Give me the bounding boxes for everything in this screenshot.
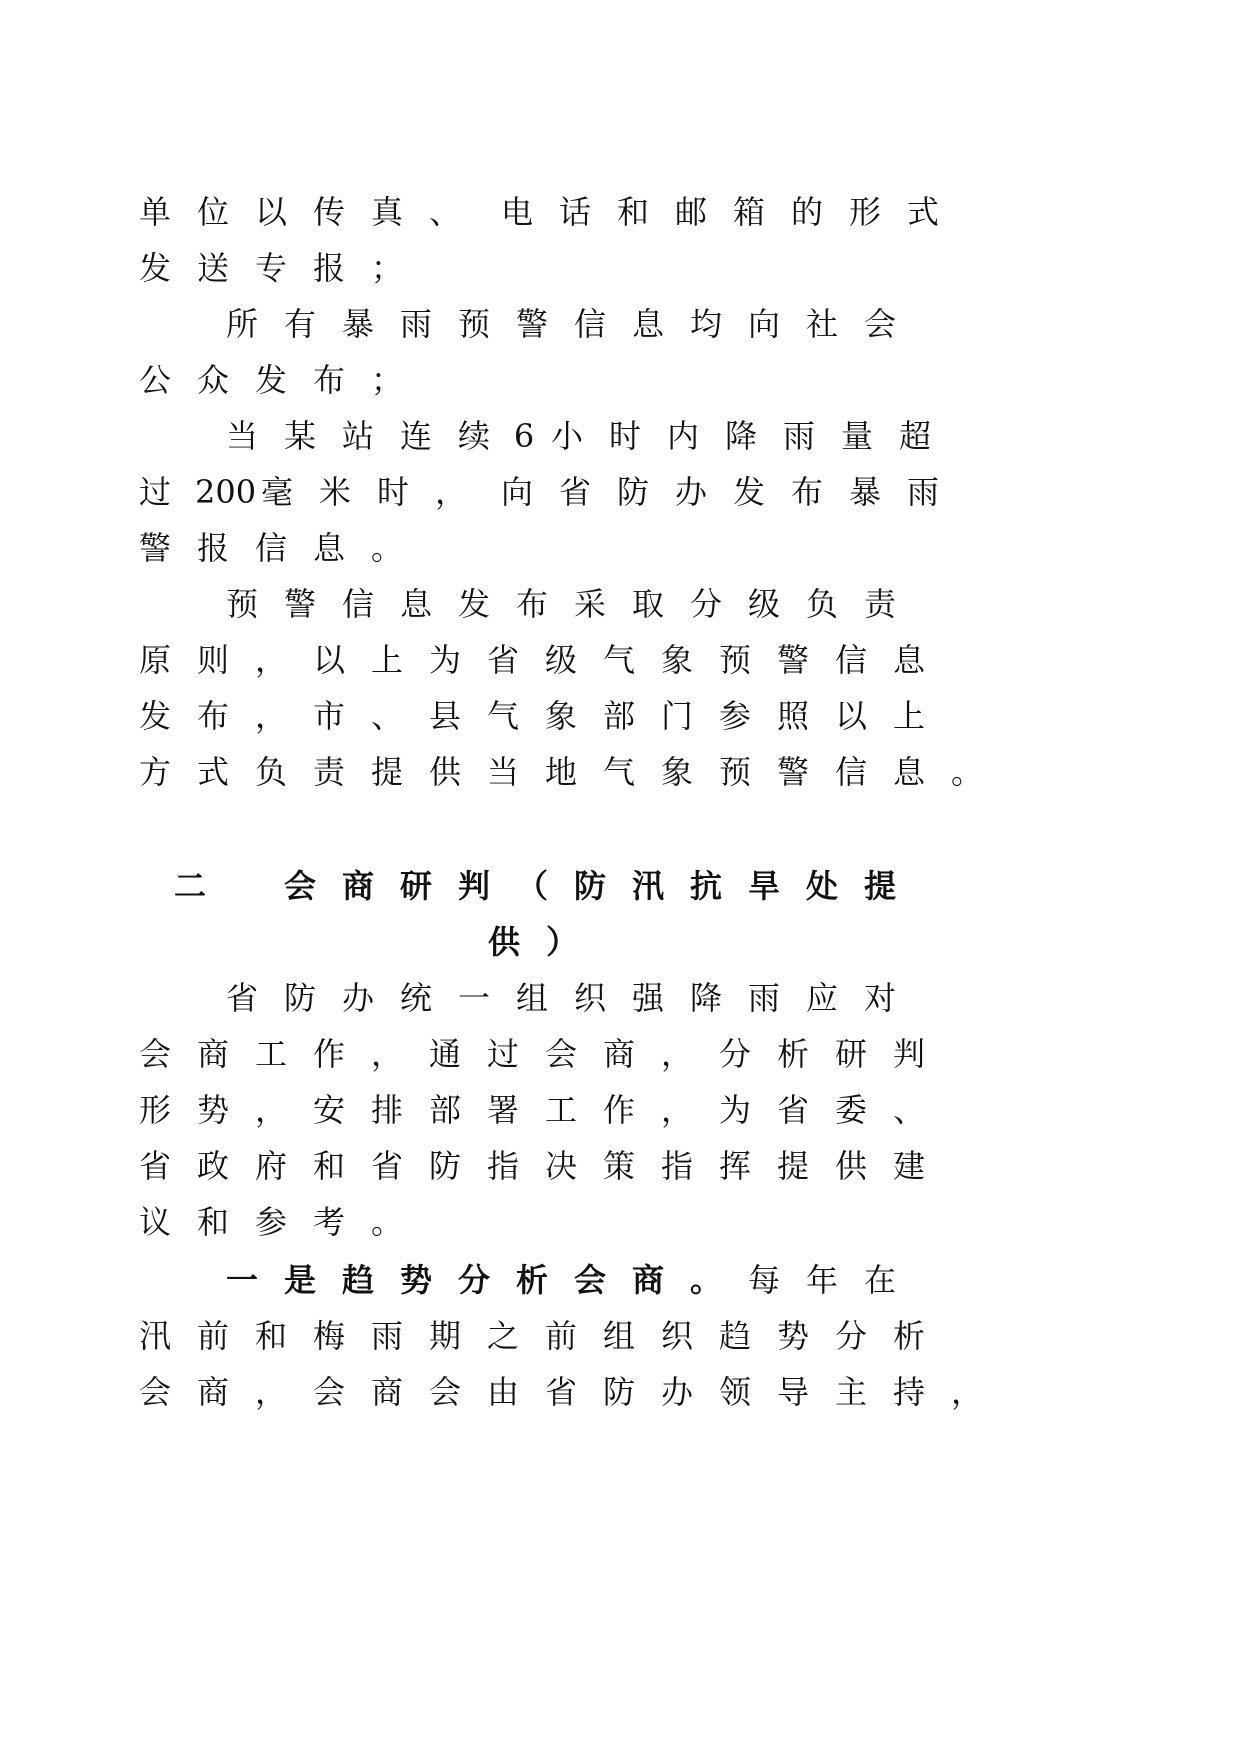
paragraph-4-line-4 — [0, 750, 1240, 810]
p4-l4-c7: 当 — [486, 753, 519, 791]
p5-l2-c3: 工 — [254, 1035, 287, 1073]
p1-l1-c2: 位 — [196, 193, 229, 231]
p3-l1-c12: 量 — [840, 417, 873, 455]
h2-l2-c2: ） — [545, 923, 578, 961]
p5-l5-c3: 参 — [254, 1203, 287, 1241]
p5-l2-c4: 作 — [312, 1035, 345, 1073]
p5-l5-c1: 议 — [138, 1203, 171, 1241]
p2-l1-c3: 暴 — [341, 305, 374, 343]
paragraph-3-line-3 — [0, 526, 1240, 586]
p6-l3-c13: 主 — [834, 1373, 867, 1411]
p6-l2-c5: 雨 — [370, 1317, 403, 1355]
p6-l1-c1: 一 — [225, 1261, 258, 1299]
p5-l3-c5: 排 — [370, 1091, 403, 1129]
p6-l3-c15: ， — [950, 1373, 983, 1411]
p4-l1-c1: 预 — [225, 585, 258, 623]
p2-l1-c4: 雨 — [399, 305, 432, 343]
p6-l1-c5: 分 — [457, 1261, 490, 1299]
p4-l4-c11: 预 — [718, 753, 751, 791]
h2-l1-c9: 抗 — [689, 867, 722, 905]
paragraph-4-line-2 — [0, 638, 1240, 698]
p3-l3-c3: 信 — [254, 529, 287, 567]
p5-l2-c10: ， — [660, 1035, 693, 1073]
p5-l2-c2: 商 — [196, 1035, 229, 1073]
p5-l1-c12: 对 — [863, 979, 896, 1017]
p4-l1-c7: 采 — [573, 585, 606, 623]
p2-l1-c12: 会 — [863, 305, 896, 343]
p2-l1-c7: 信 — [573, 305, 606, 343]
p5-l4-c12: 提 — [776, 1147, 809, 1185]
p3-l2-c11: 发 — [732, 473, 765, 511]
h2-l1-c6: （ — [515, 867, 548, 905]
p5-l2-c7: 过 — [486, 1035, 519, 1073]
p4-l1-c5: 发 — [457, 585, 490, 623]
p4-l3-c11: 参 — [718, 697, 751, 735]
p5-l3-c4: 安 — [312, 1091, 345, 1129]
p5-l5-c5: 。 — [370, 1203, 403, 1241]
p4-l2-c7: 省 — [486, 641, 519, 679]
p5-l4-c1: 省 — [138, 1147, 171, 1185]
p4-l1-c8: 取 — [631, 585, 664, 623]
p2-l2-c5: ； — [370, 361, 403, 399]
paragraph-1-line-1 — [0, 190, 1240, 250]
p4-l4-c12: 警 — [776, 753, 809, 791]
p4-l3-c4: 市 — [312, 697, 345, 735]
h2-l2-c1: 供 — [487, 923, 520, 961]
p4-l2-c10: 象 — [660, 641, 693, 679]
p3-l2-c3: 毫 — [260, 473, 293, 511]
p4-l2-c6: 为 — [428, 641, 461, 679]
p6-l3-c11: 领 — [718, 1373, 751, 1411]
p5-l4-c13: 供 — [834, 1147, 867, 1185]
p3-l2-c2: 200 — [195, 473, 257, 511]
p5-l5-c4: 考 — [312, 1203, 345, 1241]
p5-l2-c9: 商 — [602, 1035, 635, 1073]
p4-l2-c11: 预 — [718, 641, 751, 679]
p2-l2-c3: 发 — [254, 361, 287, 399]
p6-l3-c6: 会 — [428, 1373, 461, 1411]
section-heading-line-1 — [0, 864, 1240, 924]
p4-l3-c6: 县 — [428, 697, 461, 735]
paragraph-4-line-3 — [0, 694, 1240, 754]
p1-l1-c13: 形 — [848, 193, 881, 231]
paragraph-5-line-5 — [0, 1200, 1240, 1260]
p5-l3-c3: ， — [254, 1091, 287, 1129]
p3-l3-c5: 。 — [370, 529, 403, 567]
p5-l1-c8: 强 — [631, 979, 664, 1017]
p1-l1-c4: 传 — [312, 193, 345, 231]
p4-l3-c12: 照 — [776, 697, 809, 735]
p1-l1-c6: 、 — [428, 193, 461, 231]
paragraph-3-line-1 — [0, 414, 1240, 474]
h2-l1-c5: 判 — [457, 867, 490, 905]
p3-l1-c5: 续 — [457, 417, 490, 455]
p3-l2-c4: 米 — [318, 473, 351, 511]
p6-l3-c9: 防 — [602, 1373, 635, 1411]
p5-l1-c11: 应 — [805, 979, 838, 1017]
p5-l1-c3: 办 — [341, 979, 374, 1017]
p3-l1-c3: 站 — [341, 417, 374, 455]
p5-l1-c4: 统 — [399, 979, 432, 1017]
p6-l3-c14: 持 — [892, 1373, 925, 1411]
p5-l4-c3: 府 — [254, 1147, 287, 1185]
p4-l1-c6: 布 — [515, 585, 548, 623]
p5-l2-c5: ， — [370, 1035, 403, 1073]
p4-l3-c1: 发 — [138, 697, 171, 735]
h2-l1-c1: 二 — [173, 867, 206, 905]
p2-l1-c8: 息 — [631, 305, 664, 343]
p6-l3-c3: ， — [254, 1373, 287, 1411]
paragraph-6-line-2 — [0, 1314, 1240, 1374]
p5-l4-c14: 建 — [892, 1147, 925, 1185]
p4-l4-c2: 式 — [196, 753, 229, 791]
p5-l2-c8: 会 — [544, 1035, 577, 1073]
p6-l2-c4: 梅 — [312, 1317, 345, 1355]
p1-l1-c11: 箱 — [732, 193, 765, 231]
p6-l1-c6: 析 — [515, 1261, 548, 1299]
p5-l3-c11: 为 — [718, 1091, 751, 1129]
p6-l3-c4: 会 — [312, 1373, 345, 1411]
p4-l1-c2: 警 — [283, 585, 316, 623]
p4-l4-c10: 象 — [660, 753, 693, 791]
p3-l1-c7: 小 — [550, 417, 583, 455]
paragraph-6-line-1 — [0, 1258, 1240, 1318]
p6-l2-c12: 势 — [776, 1317, 809, 1355]
p5-l3-c9: 作 — [602, 1091, 635, 1129]
p4-l2-c4: 以 — [312, 641, 345, 679]
p5-l1-c2: 防 — [283, 979, 316, 1017]
p2-l1-c1: 所 — [225, 305, 258, 343]
p6-l1-c8: 商 — [631, 1261, 664, 1299]
p1-l2-c1: 发 — [138, 249, 171, 287]
p1-l1-c12: 的 — [790, 193, 823, 231]
p5-l1-c9: 降 — [689, 979, 722, 1017]
p6-l2-c9: 组 — [602, 1317, 635, 1355]
p6-l1-c4: 势 — [399, 1261, 432, 1299]
p6-l1-c12: 在 — [863, 1261, 896, 1299]
p6-l2-c10: 织 — [660, 1317, 693, 1355]
p4-l4-c6: 供 — [428, 753, 461, 791]
h2-l1-c12: 提 — [863, 867, 896, 905]
p3-l1-c6: 6 — [513, 417, 535, 455]
p5-l4-c6: 防 — [428, 1147, 461, 1185]
p5-l3-c7: 署 — [486, 1091, 519, 1129]
paragraph-5-line-2 — [0, 1032, 1240, 1092]
p5-l4-c11: 挥 — [718, 1147, 751, 1185]
p2-l1-c9: 均 — [689, 305, 722, 343]
p5-l2-c1: 会 — [138, 1035, 171, 1073]
p3-l1-c13: 超 — [898, 417, 931, 455]
p4-l3-c5: 、 — [370, 697, 403, 735]
p6-l1-c9: 。 — [689, 1261, 722, 1299]
p3-l2-c6: ， — [434, 473, 467, 511]
p3-l2-c8: 省 — [558, 473, 591, 511]
p6-l3-c8: 省 — [544, 1373, 577, 1411]
paragraph-1-line-2 — [0, 246, 1240, 306]
p5-l5-c2: 和 — [196, 1203, 229, 1241]
p5-l3-c6: 部 — [428, 1091, 461, 1129]
p5-l2-c13: 研 — [834, 1035, 867, 1073]
p5-l4-c10: 指 — [660, 1147, 693, 1185]
p3-l2-c9: 防 — [616, 473, 649, 511]
p6-l1-c7: 会 — [573, 1261, 606, 1299]
p4-l4-c5: 提 — [370, 753, 403, 791]
p5-l3-c14: 、 — [892, 1091, 925, 1129]
p4-l2-c8: 级 — [544, 641, 577, 679]
p5-l1-c7: 织 — [573, 979, 606, 1017]
p3-l2-c13: 暴 — [848, 473, 881, 511]
p4-l2-c9: 气 — [602, 641, 635, 679]
paragraph-2-line-1 — [0, 302, 1240, 362]
p1-l2-c2: 送 — [196, 249, 229, 287]
p3-l1-c1: 当 — [225, 417, 258, 455]
paragraph-3-line-2 — [0, 470, 1240, 530]
p5-l4-c7: 指 — [486, 1147, 519, 1185]
h2-l1-c4: 研 — [399, 867, 432, 905]
p3-l2-c5: 时 — [376, 473, 409, 511]
p3-l2-c7: 向 — [500, 473, 533, 511]
paragraph-2-line-2 — [0, 358, 1240, 418]
p6-l2-c2: 前 — [196, 1317, 229, 1355]
h2-l1-c2: 会 — [283, 867, 316, 905]
p5-l3-c12: 省 — [776, 1091, 809, 1129]
p4-l1-c9: 分 — [689, 585, 722, 623]
p1-l1-c5: 真 — [370, 193, 403, 231]
p6-l1-c10: 每 — [747, 1261, 780, 1299]
p5-l2-c12: 析 — [776, 1035, 809, 1073]
p3-l2-c10: 办 — [674, 473, 707, 511]
p3-l1-c2: 某 — [283, 417, 316, 455]
paragraph-5-line-3 — [0, 1088, 1240, 1148]
p4-l3-c14: 上 — [892, 697, 925, 735]
p4-l2-c13: 信 — [834, 641, 867, 679]
p5-l4-c9: 策 — [602, 1147, 635, 1185]
p4-l2-c5: 上 — [370, 641, 403, 679]
p6-l2-c1: 汛 — [138, 1317, 171, 1355]
p4-l4-c9: 气 — [602, 753, 635, 791]
p4-l2-c1: 原 — [138, 641, 171, 679]
p4-l3-c2: 布 — [196, 697, 229, 735]
p2-l1-c11: 社 — [805, 305, 838, 343]
p6-l2-c7: 之 — [486, 1317, 519, 1355]
p4-l4-c14: 息 — [892, 753, 925, 791]
p6-l3-c12: 导 — [776, 1373, 809, 1411]
p1-l1-c9: 和 — [616, 193, 649, 231]
p3-l3-c2: 报 — [196, 529, 229, 567]
paragraph-5-line-4 — [0, 1144, 1240, 1204]
p2-l1-c5: 预 — [457, 305, 490, 343]
p6-l2-c11: 趋 — [718, 1317, 751, 1355]
p4-l4-c8: 地 — [544, 753, 577, 791]
p4-l3-c7: 气 — [486, 697, 519, 735]
paragraph-4-line-1 — [0, 582, 1240, 642]
paragraph-5-line-1 — [0, 976, 1240, 1036]
p6-l1-c11: 年 — [805, 1261, 838, 1299]
h2-l1-c10: 旱 — [747, 867, 780, 905]
p2-l1-c10: 向 — [747, 305, 780, 343]
p4-l1-c4: 息 — [399, 585, 432, 623]
p5-l1-c5: 一 — [457, 979, 490, 1017]
p3-l1-c8: 时 — [608, 417, 641, 455]
p4-l1-c10: 级 — [747, 585, 780, 623]
p1-l1-c8: 话 — [558, 193, 591, 231]
p5-l3-c2: 势 — [196, 1091, 229, 1129]
p5-l4-c2: 政 — [196, 1147, 229, 1185]
p4-l3-c3: ， — [254, 697, 287, 735]
p2-l2-c4: 布 — [312, 361, 345, 399]
p3-l3-c4: 息 — [312, 529, 345, 567]
p5-l2-c11: 分 — [718, 1035, 751, 1073]
p4-l4-c1: 方 — [138, 753, 171, 791]
p1-l1-c7: 电 — [500, 193, 533, 231]
p6-l3-c10: 办 — [660, 1373, 693, 1411]
p5-l2-c14: 判 — [892, 1035, 925, 1073]
p6-l2-c6: 期 — [428, 1317, 461, 1355]
p4-l3-c8: 象 — [544, 697, 577, 735]
p5-l4-c5: 省 — [370, 1147, 403, 1185]
p3-l1-c9: 内 — [666, 417, 699, 455]
p4-l4-c15: 。 — [950, 753, 983, 791]
p4-l2-c2: 则 — [196, 641, 229, 679]
p3-l2-c12: 布 — [790, 473, 823, 511]
p6-l2-c14: 析 — [892, 1317, 925, 1355]
p4-l2-c12: 警 — [776, 641, 809, 679]
p6-l2-c8: 前 — [544, 1317, 577, 1355]
p1-l2-c5: ； — [370, 249, 403, 287]
p3-l1-c4: 连 — [399, 417, 432, 455]
paragraph-6-line-3 — [0, 1370, 1240, 1430]
p3-l1-c11: 雨 — [782, 417, 815, 455]
p4-l3-c9: 部 — [602, 697, 635, 735]
p5-l1-c1: 省 — [225, 979, 258, 1017]
p1-l1-c1: 单 — [138, 193, 171, 231]
h2-l1-c7: 防 — [573, 867, 606, 905]
p5-l4-c8: 决 — [544, 1147, 577, 1185]
p4-l3-c10: 门 — [660, 697, 693, 735]
p4-l3-c13: 以 — [834, 697, 867, 735]
p4-l2-c14: 息 — [892, 641, 925, 679]
p5-l3-c8: 工 — [544, 1091, 577, 1129]
p2-l1-c6: 警 — [515, 305, 548, 343]
p4-l1-c11: 负 — [805, 585, 838, 623]
section-heading-line-2 — [0, 920, 1240, 980]
p4-l1-c12: 责 — [863, 585, 896, 623]
p5-l4-c4: 和 — [312, 1147, 345, 1185]
p6-l1-c2: 是 — [283, 1261, 316, 1299]
p6-l3-c1: 会 — [138, 1373, 171, 1411]
p5-l3-c10: ， — [660, 1091, 693, 1129]
h2-l1-c3: 商 — [341, 867, 374, 905]
p4-l4-c3: 负 — [254, 753, 287, 791]
p5-l1-c6: 组 — [515, 979, 548, 1017]
p4-l2-c3: ， — [254, 641, 287, 679]
p1-l1-c10: 邮 — [674, 193, 707, 231]
p6-l3-c5: 商 — [370, 1373, 403, 1411]
p5-l2-c6: 通 — [428, 1035, 461, 1073]
p5-l3-c13: 委 — [834, 1091, 867, 1129]
p3-l2-c1: 过 — [138, 473, 171, 511]
p4-l4-c13: 信 — [834, 753, 867, 791]
p3-l3-c1: 警 — [138, 529, 171, 567]
p6-l1-c3: 趋 — [341, 1261, 374, 1299]
p1-l1-c14: 式 — [906, 193, 939, 231]
p1-l2-c4: 报 — [312, 249, 345, 287]
p1-l1-c3: 以 — [254, 193, 287, 231]
p6-l2-c3: 和 — [254, 1317, 287, 1355]
p3-l2-c14: 雨 — [906, 473, 939, 511]
p6-l2-c13: 分 — [834, 1317, 867, 1355]
p2-l1-c2: 有 — [283, 305, 316, 343]
p5-l1-c10: 雨 — [747, 979, 780, 1017]
p4-l4-c4: 责 — [312, 753, 345, 791]
p2-l2-c2: 众 — [196, 361, 229, 399]
h2-l1-c8: 汛 — [631, 867, 664, 905]
h2-l1-c11: 处 — [805, 867, 838, 905]
p1-l2-c3: 专 — [254, 249, 287, 287]
p5-l3-c1: 形 — [138, 1091, 171, 1129]
p6-l3-c2: 商 — [196, 1373, 229, 1411]
p4-l1-c3: 信 — [341, 585, 374, 623]
p2-l2-c1: 公 — [138, 361, 171, 399]
p6-l3-c7: 由 — [486, 1373, 519, 1411]
p3-l1-c10: 降 — [724, 417, 757, 455]
